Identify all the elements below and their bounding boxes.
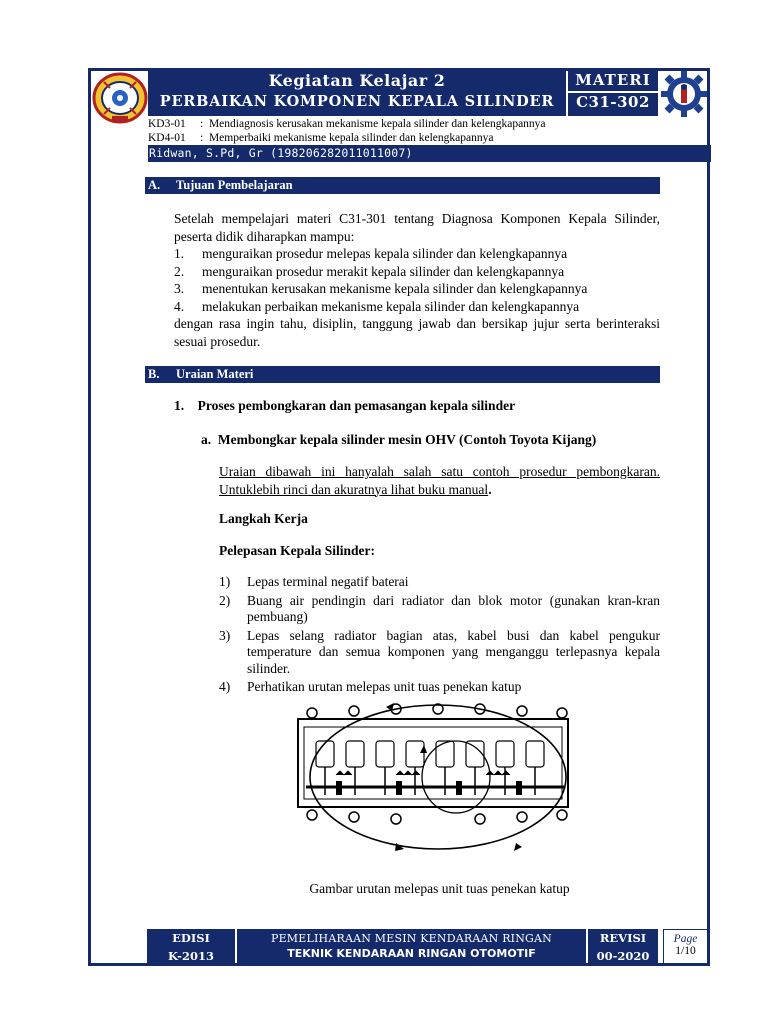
- section-letter: B.: [148, 367, 160, 381]
- materi-label: MATERI: [575, 71, 651, 89]
- list-item: 3. menentukan kerusakan mekanisme kepala silinder dan kelengkapannya: [174, 281, 588, 296]
- kd-line-1: [148, 117, 546, 131]
- kd-sep: :: [200, 132, 204, 144]
- page-number: 1/10: [675, 945, 696, 957]
- step-item: 2) Buang air pendingin dari radiator dan blok motor (gunakan kran-kran pembuang): [219, 592, 660, 624]
- page-label: Page: [673, 933, 698, 945]
- edisi-label: EDISI: [172, 931, 210, 945]
- kd-text: Memperbaiki mekanisme kepala silinder dan kelengkapannya: [208, 132, 494, 144]
- subheading-1: 1. Proses pembongkaran dan pemasangan kepala silinder: [174, 398, 516, 413]
- header-title-line2: PERBAIKAN KOMPONEN KEPALA SILINDER: [159, 93, 555, 110]
- footer-edisi: [147, 929, 235, 965]
- author-bar: Ridwan, S.Pd, Gr (198206282011011007): [148, 145, 711, 162]
- figure-caption: Gambar urutan melepas unit tuas penekan katup: [309, 881, 570, 896]
- step-item: 1) Lepas terminal negatif baterai: [219, 574, 409, 589]
- revisi-value: 00-2020: [596, 949, 650, 963]
- section-title: Tujuan Pembelajaran: [176, 178, 293, 192]
- manual-note-text: Uraian dibawah ini hanyalah salah satu contoh prosedur pembongkaran. Untuklebih rinci dan akuratnya lihat buku manual: [219, 464, 660, 497]
- manual-note: Uraian dibawah ini hanyalah salah satu contoh prosedur pembongkaran. Untuklebih rinci dan akuratnya lihat buku manual.: [219, 464, 660, 497]
- list-item: 1. menguraikan prosedur melepas kepala silinder dan kelengkapannya: [174, 246, 568, 261]
- edisi-value: K-2013: [168, 949, 214, 963]
- footer-revisi: [588, 929, 658, 965]
- list-item: 4. melakukan perbaikan mekanisme kepala silinder dan kelengkapannya: [174, 298, 580, 314]
- objectives-list: [174, 245, 660, 315]
- footer-center: [237, 929, 586, 965]
- section-title: Uraian Materi: [176, 367, 254, 381]
- school-logo: [92, 72, 148, 124]
- langkah-kerja-heading: Langkah Kerja: [219, 511, 308, 526]
- kd-line-2: [148, 131, 493, 145]
- rocker-arm-removal-diagram: [296, 695, 581, 877]
- kd-sep: :: [200, 118, 204, 130]
- kd-text: Mendiagnosis kerusakan mekanisme kepala silinder dan kelengkapannya: [208, 118, 546, 130]
- header-title-line1: Kegiatan Kelajar 2: [268, 71, 446, 90]
- subheading-1a: a. Membongkar kepala silinder mesin OHV (Contoh Toyota Kijang): [201, 432, 597, 447]
- kd-code: KD3-01: [148, 118, 186, 130]
- section-a-intro: Setelah mempelajari materi C31-301 tentang Diagnosa Komponen Kepala Silinder, peserta didik diharapkan mampu:: [174, 211, 660, 244]
- gear-logo-icon: [660, 70, 708, 118]
- materi-code-block: [568, 70, 658, 116]
- step-item: 3) Lepas selang radiator bagian atas, kabel busi dan kabel pengukur temperature dan semua komponen yang menganggu terlepasnya kepala silinder.: [219, 627, 660, 676]
- pelepasan-heading: Pelepasan Kepala Silinder:: [219, 543, 376, 558]
- footer-center-line2: TEKNIK KENDARAAN RINGAN OTOMOTIF: [287, 947, 536, 960]
- revisi-label: REVISI: [599, 931, 647, 945]
- footer-center-line1: PEMELIHARAAN MESIN KENDARAAN RINGAN: [270, 932, 553, 945]
- steps-list: [219, 574, 660, 698]
- list-item: 2. menguraikan prosedur merakit kepala silinder dan kelengkapannya: [174, 263, 565, 279]
- materi-code: C31-302: [576, 93, 650, 111]
- step-item: 4) Perhatikan urutan melepas unit tuas penekan katup: [219, 679, 522, 694]
- kd-code: KD4-01: [148, 132, 186, 144]
- header-title-block: [148, 70, 566, 116]
- section-a-closing: dengan rasa ingin tahu, disiplin, tanggung jawab dan bersikap jujur serta berinteraksi sesuai prosedur.: [174, 316, 660, 349]
- section-a-header: [145, 177, 660, 194]
- section-letter: A.: [148, 178, 161, 192]
- footer-page: [663, 929, 708, 965]
- section-b-header: [145, 366, 660, 383]
